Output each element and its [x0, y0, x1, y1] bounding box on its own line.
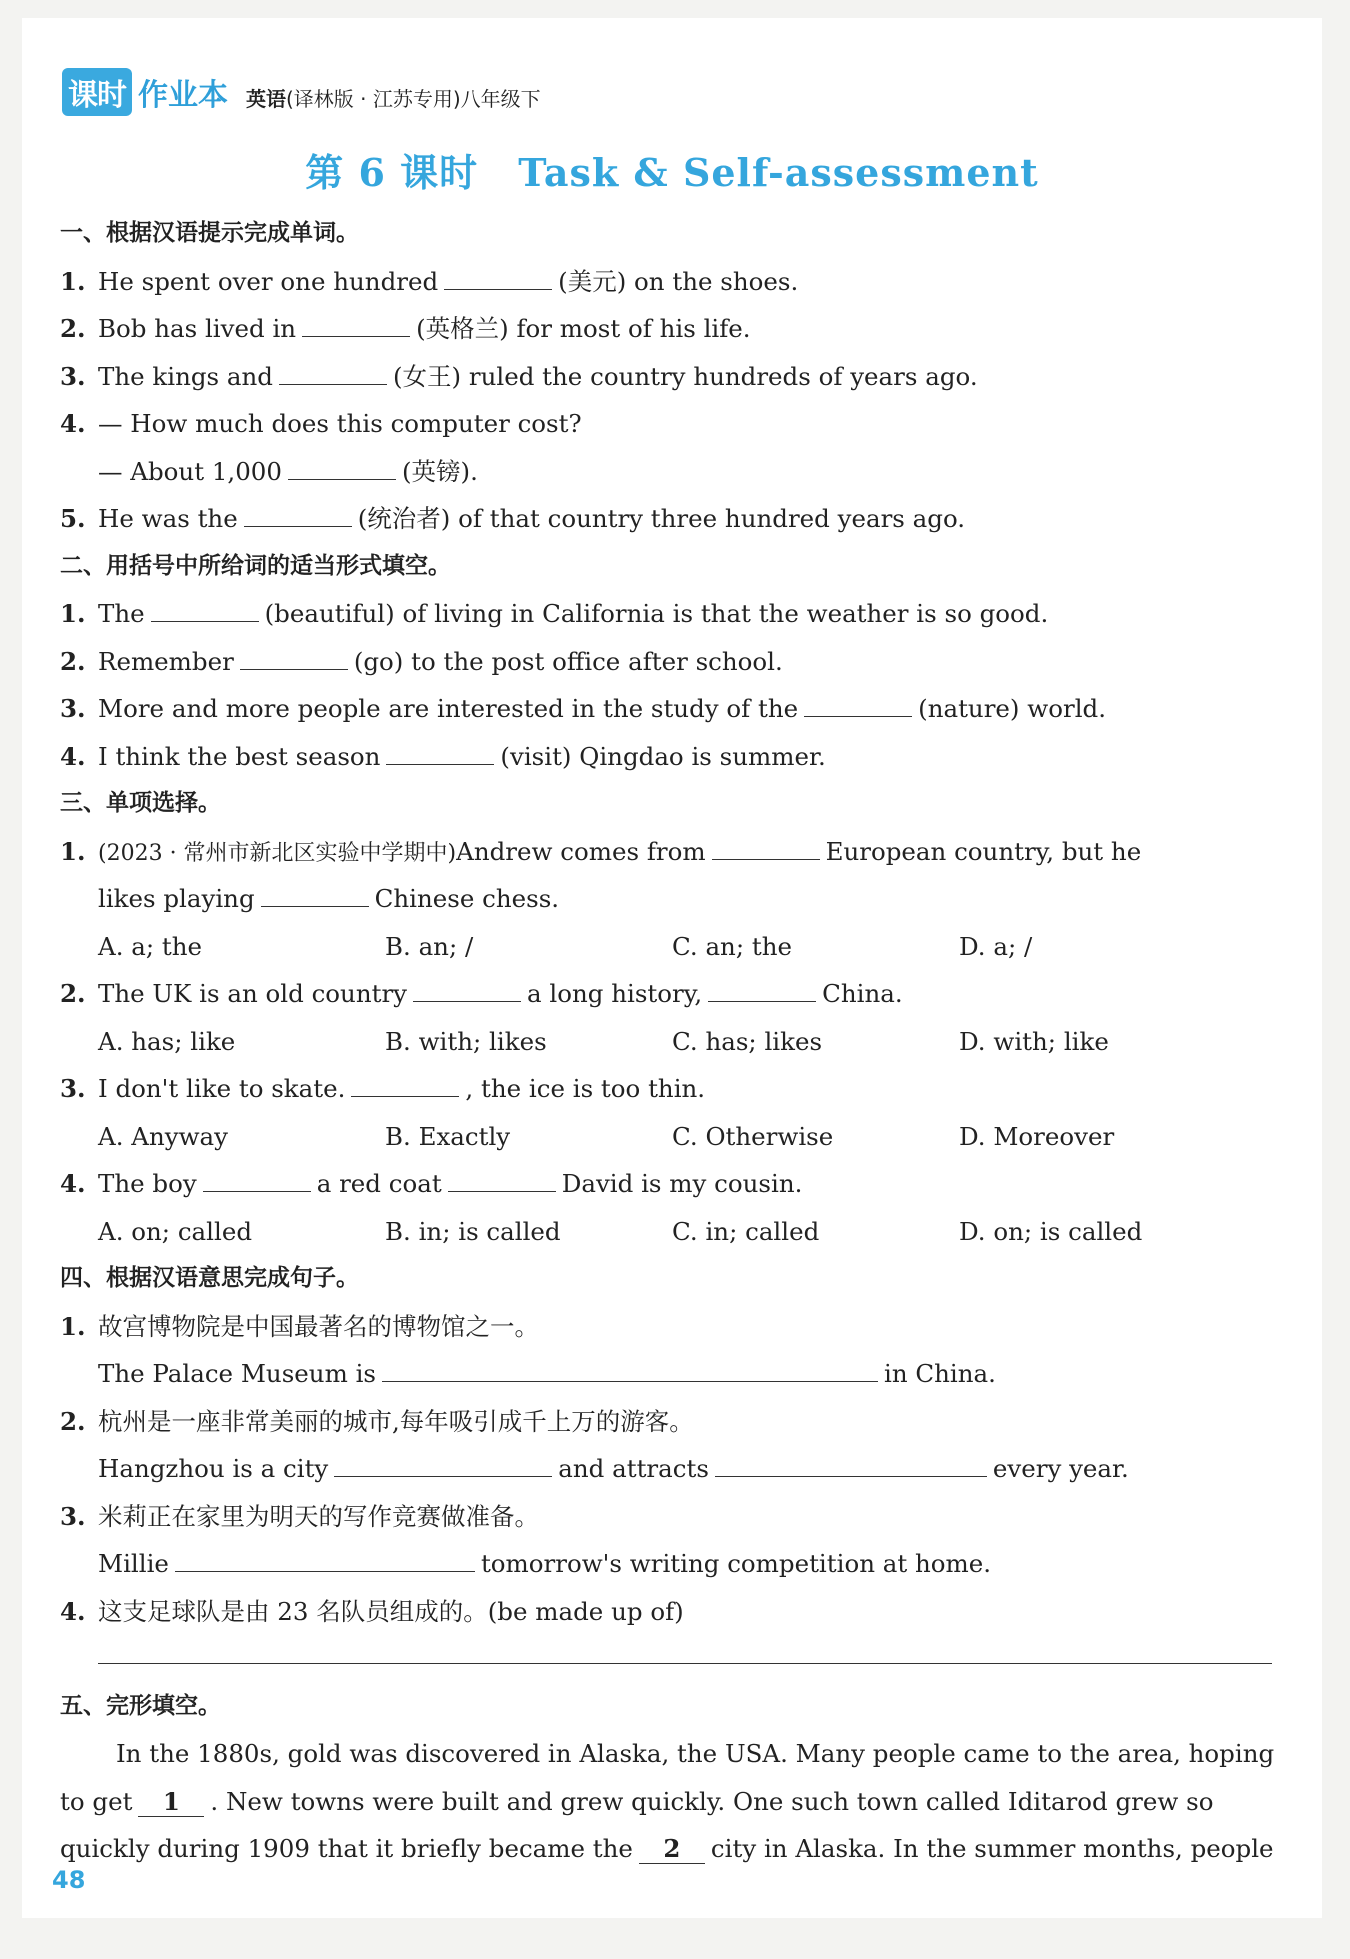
question-text: The [98, 599, 145, 628]
answer-blank[interactable] [302, 310, 410, 337]
question-row [60, 638, 1280, 686]
question-number: 5. [60, 504, 86, 533]
question-text: Remember [98, 646, 234, 676]
question-text: (go) to the post office after school. [353, 646, 783, 676]
series-logo [62, 68, 228, 116]
question-text: tomorrow's writing competition at home. [480, 1549, 992, 1578]
question-number: 4. [60, 741, 86, 771]
option-c[interactable]: C. in; called [672, 1216, 820, 1246]
question-row [60, 1588, 1280, 1636]
option-d[interactable]: D. a; / [959, 931, 1033, 961]
question-text: — About 1,000 [98, 456, 282, 486]
passage-line: In the 1880s, gold was discovered in Alaska, the USA. Many people came to the area, hoping [116, 1739, 1275, 1768]
answer-blank[interactable] [151, 595, 259, 622]
cloze-blank-1[interactable]: 1 [138, 1788, 204, 1817]
section-1-title: 一、根据汉语提示完成单词。 [60, 220, 359, 246]
question-text: More and more people are interested in the study of the [98, 694, 799, 723]
question-text: (英格兰) for most of his life. [416, 314, 751, 343]
answer-blank[interactable] [203, 1165, 311, 1192]
question-row [60, 1398, 1280, 1446]
question-number: 2. [60, 646, 86, 676]
question-row [60, 353, 1280, 401]
option-a[interactable]: A. a; the [98, 931, 203, 961]
question-text: The kings and [98, 361, 273, 391]
question-text: European country, but he [825, 836, 1142, 866]
section-5-title: 五、完形填空。 [60, 1692, 221, 1719]
question-row [60, 828, 1280, 876]
question-text: He spent over one hundred [98, 266, 439, 296]
question-text: The boy [98, 1169, 197, 1198]
passage-line [60, 1825, 1280, 1873]
question-row [60, 1303, 1280, 1351]
question-text: and attracts [558, 1454, 709, 1483]
option-c[interactable]: C. has; likes [672, 1026, 823, 1056]
question-text: China. [822, 979, 903, 1008]
question-text: a red coat [316, 1169, 442, 1198]
question-row [60, 875, 1280, 923]
question-number: 2. [60, 314, 86, 343]
question-row [60, 685, 1280, 733]
question-number: 1. [60, 599, 86, 628]
question-source: (2023 · 常州市新北区实验中学期中) [98, 840, 457, 866]
option-b[interactable]: B. in; is called [385, 1216, 561, 1246]
options-row [60, 1208, 1280, 1256]
question-row [60, 258, 1280, 306]
answer-blank[interactable] [334, 1450, 552, 1477]
question-row [60, 590, 1280, 638]
question-text: I think the best season [98, 741, 381, 771]
question-text: He was the [98, 504, 238, 533]
option-c[interactable]: C. an; the [672, 931, 792, 961]
answer-blank[interactable] [382, 1355, 878, 1382]
question-text: in China. [884, 1359, 996, 1388]
question-number: 3. [60, 694, 86, 723]
answer-blank[interactable] [244, 500, 352, 527]
question-text: (nature) world. [918, 694, 1107, 723]
question-row [60, 1350, 1280, 1398]
question-text: The Palace Museum is [98, 1359, 376, 1388]
question-number: 1. [60, 1311, 86, 1341]
passage-line [60, 1778, 1280, 1826]
question-number: 4. [60, 409, 86, 438]
question-text: Andrew comes from [456, 836, 706, 866]
section-4-title: 四、根据汉语意思完成句子。 [60, 1265, 359, 1291]
answer-blank[interactable] [279, 358, 387, 385]
question-text: David is my cousin. [561, 1169, 803, 1198]
option-b[interactable]: B. Exactly [385, 1121, 511, 1151]
option-b[interactable]: B. an; / [385, 931, 474, 961]
page-header [62, 68, 541, 116]
option-a[interactable]: A. Anyway [98, 1121, 229, 1151]
question-text: , the ice is too thin. [465, 1074, 706, 1103]
book-info: (译林版 · 江苏专用)八年级下 [286, 87, 541, 111]
answer-blank[interactable] [288, 453, 396, 480]
question-number: 4. [60, 1169, 86, 1198]
option-a[interactable]: A. has; like [98, 1026, 236, 1056]
answer-blank[interactable] [448, 1165, 556, 1192]
answer-blank[interactable] [386, 738, 494, 765]
question-text: (美元) on the shoes. [558, 266, 799, 296]
question-text: (英镑). [401, 456, 478, 486]
answer-blank[interactable] [413, 975, 521, 1002]
question-text: (统治者) of that country three hundred years ago. [357, 504, 966, 533]
question-row [60, 1065, 1280, 1113]
section-2-title: 二、用括号中所给词的适当形式填空。 [60, 552, 451, 579]
passage-text: . New towns were built and grew quickly. One such town called Iditarod grew so [210, 1786, 1214, 1816]
question-text: Chinese chess. [374, 884, 560, 913]
chinese-prompt: 这支足球队是由 23 名队员组成的。(be made up of) [98, 1596, 684, 1626]
option-b[interactable]: B. with; likes [385, 1026, 547, 1056]
option-d[interactable]: D. on; is called [959, 1216, 1143, 1246]
passage-text: city in Alaska. In the summer months, people [710, 1834, 1274, 1863]
question-row [60, 733, 1280, 781]
logo-keshi: 课时 [62, 68, 132, 116]
answer-line[interactable] [60, 1635, 1280, 1683]
question-row [60, 305, 1280, 353]
subject-label: 英语 [246, 87, 286, 111]
question-text: every year. [992, 1454, 1129, 1483]
question-number: 3. [60, 361, 86, 391]
option-d[interactable]: D. with; like [959, 1026, 1109, 1056]
cloze-blank-2[interactable]: 2 [639, 1835, 705, 1864]
book-title [246, 83, 541, 112]
answer-blank[interactable] [715, 1450, 987, 1477]
question-text: Hangzhou is a city [98, 1454, 329, 1483]
question-text: — How much does this computer cost? [98, 409, 582, 438]
worksheet-content [60, 210, 1280, 1873]
answer-blank[interactable] [175, 1545, 475, 1572]
answer-blank[interactable] [351, 1070, 459, 1097]
option-d[interactable]: D. Moreover [959, 1121, 1115, 1151]
section-3-title: 三、单项选择。 [60, 790, 221, 816]
question-row [60, 1160, 1280, 1208]
worksheet-page [22, 18, 1322, 1918]
answer-blank[interactable] [708, 975, 816, 1002]
question-number: 3. [60, 1074, 86, 1103]
question-text: I don't like to skate. [98, 1074, 346, 1103]
option-c[interactable]: C. Otherwise [672, 1121, 834, 1151]
options-row [60, 923, 1280, 971]
question-number: 1. [60, 836, 86, 866]
chinese-prompt: 故宫博物院是中国最著名的博物馆之一。 [98, 1311, 539, 1341]
options-row [60, 1018, 1280, 1066]
lesson-name: Task & Self-assessment [518, 150, 1039, 195]
answer-blank[interactable] [712, 833, 820, 860]
question-text: Millie [98, 1549, 169, 1578]
question-number: 4. [60, 1596, 86, 1626]
question-number: 1. [60, 266, 86, 296]
question-row [60, 1445, 1280, 1493]
chinese-prompt: 杭州是一座非常美丽的城市,每年吸引成千上万的游客。 [98, 1406, 694, 1436]
question-row [60, 1493, 1280, 1541]
question-row [60, 448, 1280, 496]
question-row [60, 400, 1280, 448]
chinese-prompt: 米莉正在家里为明天的写作竞赛做准备。 [98, 1501, 539, 1531]
passage-text: to get [60, 1786, 133, 1816]
question-text: (beautiful) of living in California is that the weather is so good. [264, 599, 1049, 628]
question-row [60, 495, 1280, 543]
question-text: (女王) ruled the country hundreds of years ago. [392, 361, 978, 391]
question-text: a long history, [527, 979, 703, 1008]
lesson-number: 第 6 课时 [305, 150, 479, 195]
question-number: 2. [60, 1406, 86, 1436]
passage-text: quickly during 1909 that it briefly became the [60, 1834, 633, 1863]
question-row [60, 970, 1280, 1018]
question-text: likes playing [98, 884, 255, 913]
question-text: The UK is an old country [98, 979, 408, 1008]
answer-blank[interactable] [444, 263, 552, 290]
options-row [60, 1113, 1280, 1161]
answer-blank[interactable] [261, 880, 369, 907]
page-number: 48 [52, 1866, 86, 1894]
option-a[interactable]: A. on; called [98, 1216, 253, 1246]
question-row [60, 1540, 1280, 1588]
logo-zuoyeben: 作业本 [138, 78, 228, 113]
question-text: Bob has lived in [98, 314, 297, 343]
question-number: 2. [60, 979, 86, 1008]
answer-blank[interactable] [804, 690, 912, 717]
lesson-title [22, 142, 1322, 197]
question-number: 3. [60, 1501, 86, 1531]
question-text: (visit) Qingdao is summer. [500, 741, 826, 771]
answer-blank[interactable] [240, 643, 348, 670]
